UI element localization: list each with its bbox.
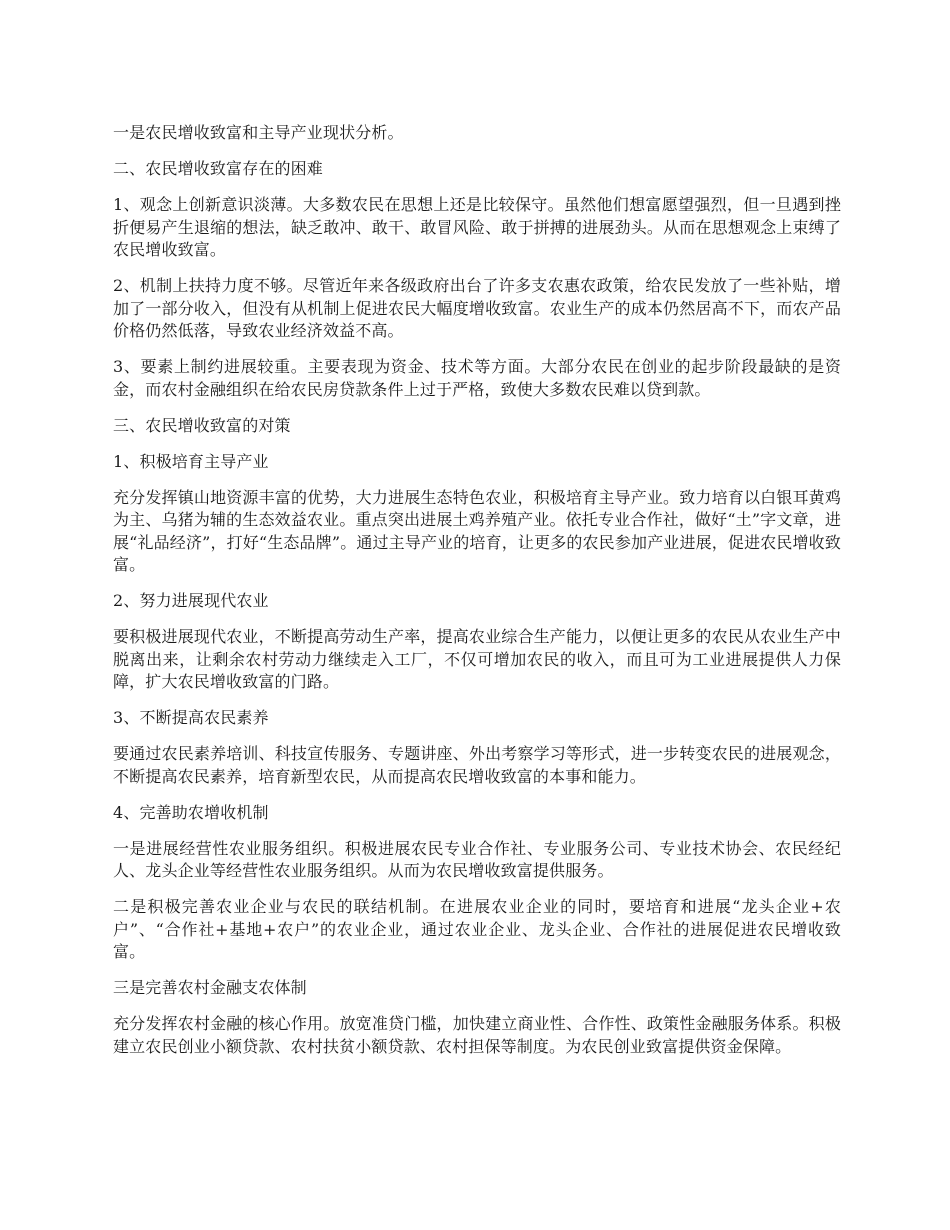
subheading-measure-3: 3、不断提高农民素养 [113, 708, 269, 727]
heading-countermeasures: 三、农民增收致富的对策 [113, 415, 291, 435]
document-body [113, 122, 841, 1072]
subheading-measure-2: 2、努力进展现代农业 [113, 591, 269, 610]
paragraph-measure-2: 要积极进展现代农业，不断提高劳动生产率，提高农业综合生产能力，以便让更多的农民从农业生产中脱离出来，让剩余农村劳动力继续走入工厂，不仅可增加农民的收入，而且可为工业进展提供人力保障，扩大农民增收致富的门路。 [113, 627, 841, 691]
paragraph-measure-1: 充分发挥镇山地资源丰富的优势，大力进展生态特色农业，积极培育主导产业。致力培育以白银耳黄鸡为主、乌猪为辅的生态效益农业。重点突出进展土鸡养殖产业。依托专业合作社，做好“土”字文章，进展“礼品经济”，打好“生态品牌”。通过主导产业的培育，让更多的农民参加产业进展，促进农民增收致富。 [113, 487, 841, 574]
paragraph-measure-4-item-1: 一是进展经营性农业服务组织。积极进展农民专业合作社、专业服务公司、专业技术协会、农民经纪人、龙头企业等经营性农业服务组织。从而为农民增收致富提供服务。 [113, 838, 841, 880]
paragraph-measure-4-item-3: 充分发挥农村金融的核心作用。放宽准贷门槛，加快建立商业性、合作性、政策性金融服务体系。积极建立农民创业小额贷款、农村扶贫小额贷款、农村担保等制度。为农民创业致富提供资金保障。 [113, 1014, 841, 1056]
paragraph-measure-3: 要通过农民素养培训、科技宣传服务、专题讲座、外出考察学习等形式，进一步转变农民的进展观念，不断提高农民素养，培育新型农民，从而提高农民增收致富的本事和能力。 [113, 744, 841, 786]
paragraph-measure-4-item-2: 二是积极完善农业企业与农民的联结机制。在进展农业企业的同时，要培育和进展“龙头企业+农户”、“合作社+基地+农户”的农业企业，通过农业企业、龙头企业、合作社的进展促进农民增收致富。 [113, 897, 841, 961]
paragraph-difficulty-3: 3、要素上制约进展较重。主要表现为资金、技术等方面。大部分农民在创业的起步阶段最缺的是资金，而农村金融组织在给农民房贷款条件上过于严格，致使大多数农民难以贷到款。 [113, 357, 841, 399]
subheading-measure-4: 4、完善助农增收机制 [113, 802, 269, 822]
paragraph-difficulty-2: 2、机制上扶持力度不够。尽管近年来各级政府出台了许多支农惠农政策，给农民发放了一些补贴，增加了一部分收入，但没有从机制上促进农民大幅度增收致富。农业生产的成本仍然居高不下，而农产品价格仍然低落，导致农业经济效益不高。 [113, 276, 841, 340]
paragraph-difficulty-1: 1、观念上创新意识淡薄。大多数农民在思想上还是比较保守。虽然他们想富愿望强烈，但一旦遇到挫折便易产生退缩的想法，缺乏敢冲、敢干、敢冒风险、敢于拼搏的进展劲头。从而在思想观念上束缚了农民增收致富。 [113, 195, 841, 259]
heading-difficulties: 二、农民增收致富存在的困难 [113, 159, 323, 178]
subheading-measure-1: 1、积极培育主导产业 [113, 451, 269, 471]
subheading-measure-4-item-3: 三是完善农村金融支农体制 [113, 978, 307, 997]
paragraph-status-analysis: 一是农民增收致富和主导产业现状分析。 [113, 123, 404, 142]
